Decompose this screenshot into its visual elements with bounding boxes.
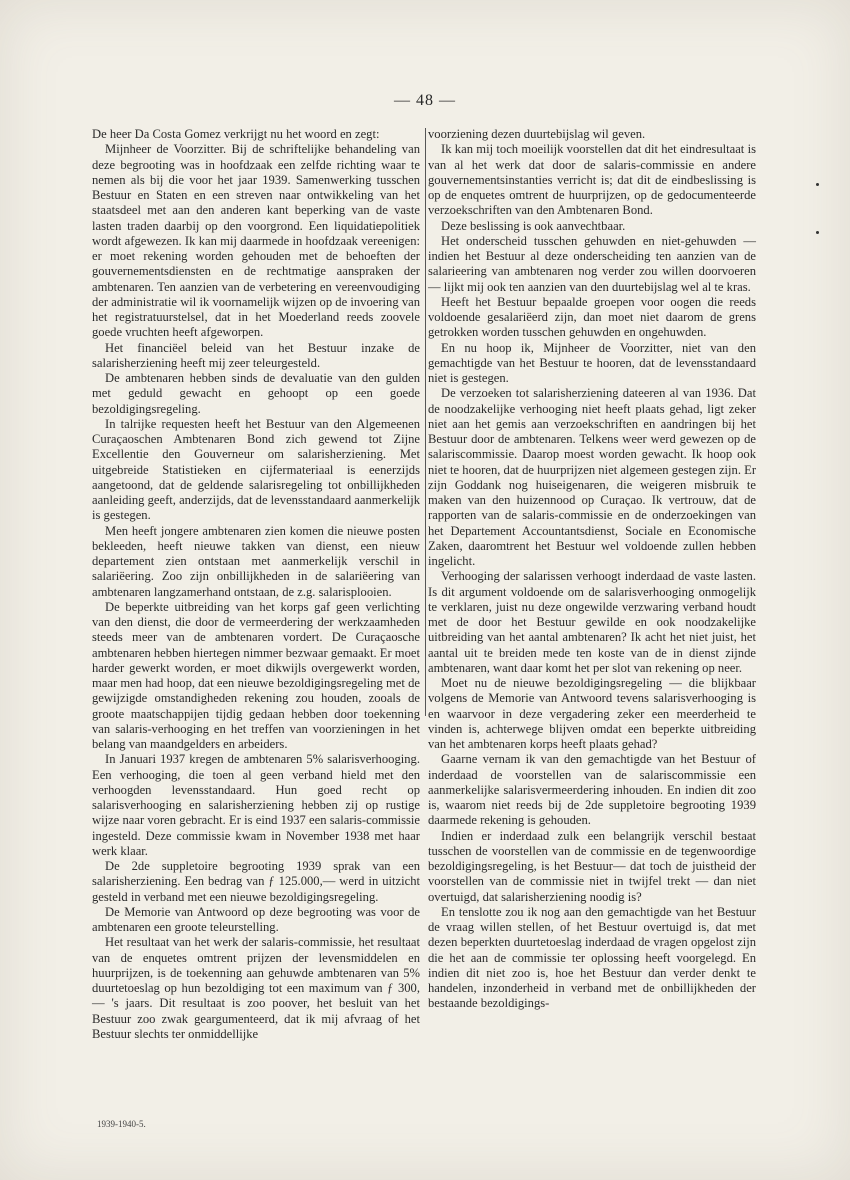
paragraph: De 2de suppletoire begrooting 1939 sprak van een salarisherziening. Een bedrag van ƒ 125.000,— werd in uitzicht gesteld in verband met een nieuwe bezoldigingsregeling. — [92, 859, 420, 904]
footer-reference: 1939-1940-5. — [97, 1119, 146, 1129]
paragraph: Indien er inderdaad zulk een belangrijk verschil bestaat tusschen de voorstellen van de commissie en de tegenwoordige bezoldigingsregeling, is het Bestuur— dat toch de juistheid der voorstellen van de commissie niet in twijfel trekt — dan niet overtuigd, dat salarisherziening noodig is? — [428, 828, 756, 904]
right-column — [428, 127, 756, 1012]
column-divider — [425, 128, 426, 716]
paragraph: Heeft het Bestuur bepaalde groepen voor oogen die reeds voldoende gesalariëerd zijn, dan moet niet daarom de grens getrokken worden tusschen gehuwden en ongehuwden. — [428, 294, 756, 340]
paragraph: In Januari 1937 kregen de ambtenaren 5% salarisverhooging. Een verhooging, die toen al geen verband hield met den verhoogden levensstandaard. Hun goed recht op salarisverhooging en salarisherziening hebben zij op rustige wijze naar voren gebracht. Er is eind 1937 een salaris-commissie ingesteld. Deze commissie kwam in November 1938 met haar werk klaar. — [92, 752, 420, 858]
paragraph: En tenslotte zou ik nog aan den gemachtigde van het Bestuur de vraag willen stellen, of het Bestuur overtuigd is, dat met dezen beperkten duurtetoeslag inderdaad de vragen opgelost zijn die het aan de commissie ter oplossing heeft voorgelegd. En indien dit niet zoo is, hoe het Bestuur dan verder denkt te handelen, inzonderheid in verband met de onbillijkheden der bestaande bezoldigings- — [428, 904, 756, 1011]
paragraph: voorziening dezen duurtebijslag wil geven. — [428, 127, 646, 141]
page-number: — 48 — — [394, 92, 456, 109]
paragraph: In talrijke requesten heeft het Bestuur van den Algemeenen Curaçaoschen Ambtenaren Bond zich gewend tot Zijne Excellentie den Gouverneur om salarisherziening. Met uitgebreide Statistieken en cijfermateriaal is eenerzijds aangetoond, dat de geldende salarisregeling tot onbillijkheden aanleiding geeft, anderzijds, dat de levensstandaard aanmerkelijk is gestegen. — [92, 416, 420, 523]
paragraph: Het financiëel beleid van het Bestuur inzake de salarisherziening heeft mij zeer teleurgesteld. — [92, 340, 420, 370]
paragraph: De verzoeken tot salarisherziening dateeren al van 1936. Dat de noodzakelijke verhooging niet heeft plaats gehad, ligt zeker niet aan het gemis aan verzoekschriften en aandringen bij het Bestuur door de ambtenaren. Telkens weer werd gewezen op de salariscommissie. Daarop moest worden gewacht. Ik hoop ook niet te hooren, dat de huurprijzen niet algemeen gestegen zijn. Er zijn Goddank nog huiseigenaren, die weigeren misbruik te maken van den huizennood op Curaçao. Ik vertrouw, dat de rapporten van de salaris-commissie en de onderzoekingen van het Departement Accountantsdienst, Sociale en Economische Zaken, daaromtrent het Bestuur wel voldoende zullen hebben ingelicht. — [428, 386, 757, 568]
paragraph: Verhooging der salarissen verhoogt inderdaad de vaste lasten. Is dit argument voldoende om de salarisverhooging onmogelijk te verklaren, juist nu deze ongewilde verzwaring verband houdt met de door het Bestuur gewilde en ook noodzakelijke uitbreiding van het aantal ambtenaren? Ik acht het niet juist, het aantal uit te breiden mede ten koste van de in dienst zijnde ambtenaren, want daar komt het per slot van rekening op neer. — [428, 569, 756, 675]
paragraph: Mijnheer de Voorzitter. Bij de schriftelijke behandeling van deze begrooting was in hoofdzaak een zelfde richting waar te nemen als bij die voor het jaar 1939. Samenwerking tusschen Bestuur en Staten en een streven naar ontwikkeling van het staatsdeel met aan den anderen kant beperking van de vaste lasten traden daarbij op den voorgrond. Een liquidatiepolitiek wordt afgewezen. Ik kan mij daarmede in hoofdzaak vereenigen: er moet rekening worden gehouden met de behoeften der gouvernementsdiensten en de rechtmatige aanspraken der ambtenaren. Ten aanzien van de verbetering en vereenvoudiging der administratie wil ik voornamelijk wijzen op de invoering van het registratuurstelsel, dat in het Moederland reeds zoovele goede vruchten heeft afgeworpen. — [92, 142, 420, 340]
left-column — [92, 127, 420, 1042]
paragraph: Moet nu de nieuwe bezoldigingsregeling — die blijkbaar volgens de Memorie van Antwoord tevens salarisverhooging is en waarvoor in deze vergadering zeker een meerderheid te vinden is, achterwege blijven omdat een beperkte uitbreiding van het ambtenaren korps heeft plaats gehad? — [428, 676, 756, 751]
paragraph: Deze beslissing is ook aanvechtbaar. — [441, 218, 626, 233]
paragraph: De heer Da Costa Gomez verkrijgt nu het woord en zegt: — [92, 127, 380, 141]
paragraph: De ambtenaren hebben sinds de devaluatie van den gulden met geduld gewacht en gehoopt op een goede bezoldigingsregeling. — [92, 371, 420, 416]
paragraph: Het onderscheid tusschen gehuwden en niet-gehuwden — indien het Bestuur al deze onderscheiding ten aanzien van de salarieering van ambtenaren nog verder zou willen doorvoeren — lijkt mij ook ten aanzien van den duurtebijslag wel al te kras. — [428, 233, 756, 294]
margin-mark — [816, 231, 819, 234]
paragraph: Het resultaat van het werk der salaris-commissie, het resultaat van de enquetes omtrent prijzen der levensmiddelen en huurprijzen, is de toekenning aan gehuwde ambtenaren van 5% duurtetoeslag op hun bezoldiging tot een maximum van ƒ 300,— 's jaars. Dit resultaat is zoo poover, het besluit van het Bestuur zoo zwak geargumenteerd, dat ik mij afvraag of het Bestuur slechts ter onmiddellijke — [92, 935, 420, 1041]
paragraph: Gaarne vernam ik van den gemachtigde van het Bestuur of inderdaad de voorstellen van de salariscommissie een aanmerkelijke salarisvermeerdering inhouden. En indien dit zoo is, waarom niet reeds bij de 2de suppletoire begrooting 1939 daarmede rekening is gehouden. — [428, 752, 756, 828]
paragraph: De Memorie van Antwoord op deze begrooting was voor de ambtenaren een groote teleurstelling. — [92, 904, 420, 934]
paragraph: Men heeft jongere ambtenaren zien komen die nieuwe posten bekleeden, heeft nieuwe takken van dienst, een nieuw departement zien ontstaan met aanmerkelijk verschil in salariëering. Zoo zijn onbillijkheden in de salariëering van ambtenaren langzamerhand ontstaan, de z.g. salarisplooien. — [92, 523, 420, 599]
paragraph: De beperkte uitbreiding van het korps gaf geen verlichting van den dienst, die door de vermeerdering der werkzaamheden steeds meer van de ambtenaren vordert. De Curaçaosche ambtenaren hebben hiertegen nimmer bezwaar gemaakt. Er moet harder gewerkt worden, er moet dikwijls overgewerkt worden, maar men had hoop, dat een nieuwe bezoldigingsregeling met de gewijzigde omstandigheden rekening zou houden, zooals de groote maatschappijen tijdig gedaan hebben door toekenning van salaris-verhooging en het treffen van voorzieningen in het belang van maandgelders en arbeiders. — [92, 599, 420, 751]
paragraph: Ik kan mij toch moeilijk voorstellen dat dit het eindresultaat is van al het werk dat door de salaris-commissie en andere gouvernementsinstanties verricht is; dat dit de eindbeslissing is op de enquetes omtrent de huurprijzen, op de gedocumenteerde verzoekschriften van den Ambtenaren Bond. — [428, 142, 756, 218]
margin-mark — [816, 183, 819, 186]
paragraph: En nu hoop ik, Mijnheer de Voorzitter, niet van den gemachtigde van het Bestuur te hooren, dat de levensstandaard niet is gestegen. — [428, 340, 756, 385]
